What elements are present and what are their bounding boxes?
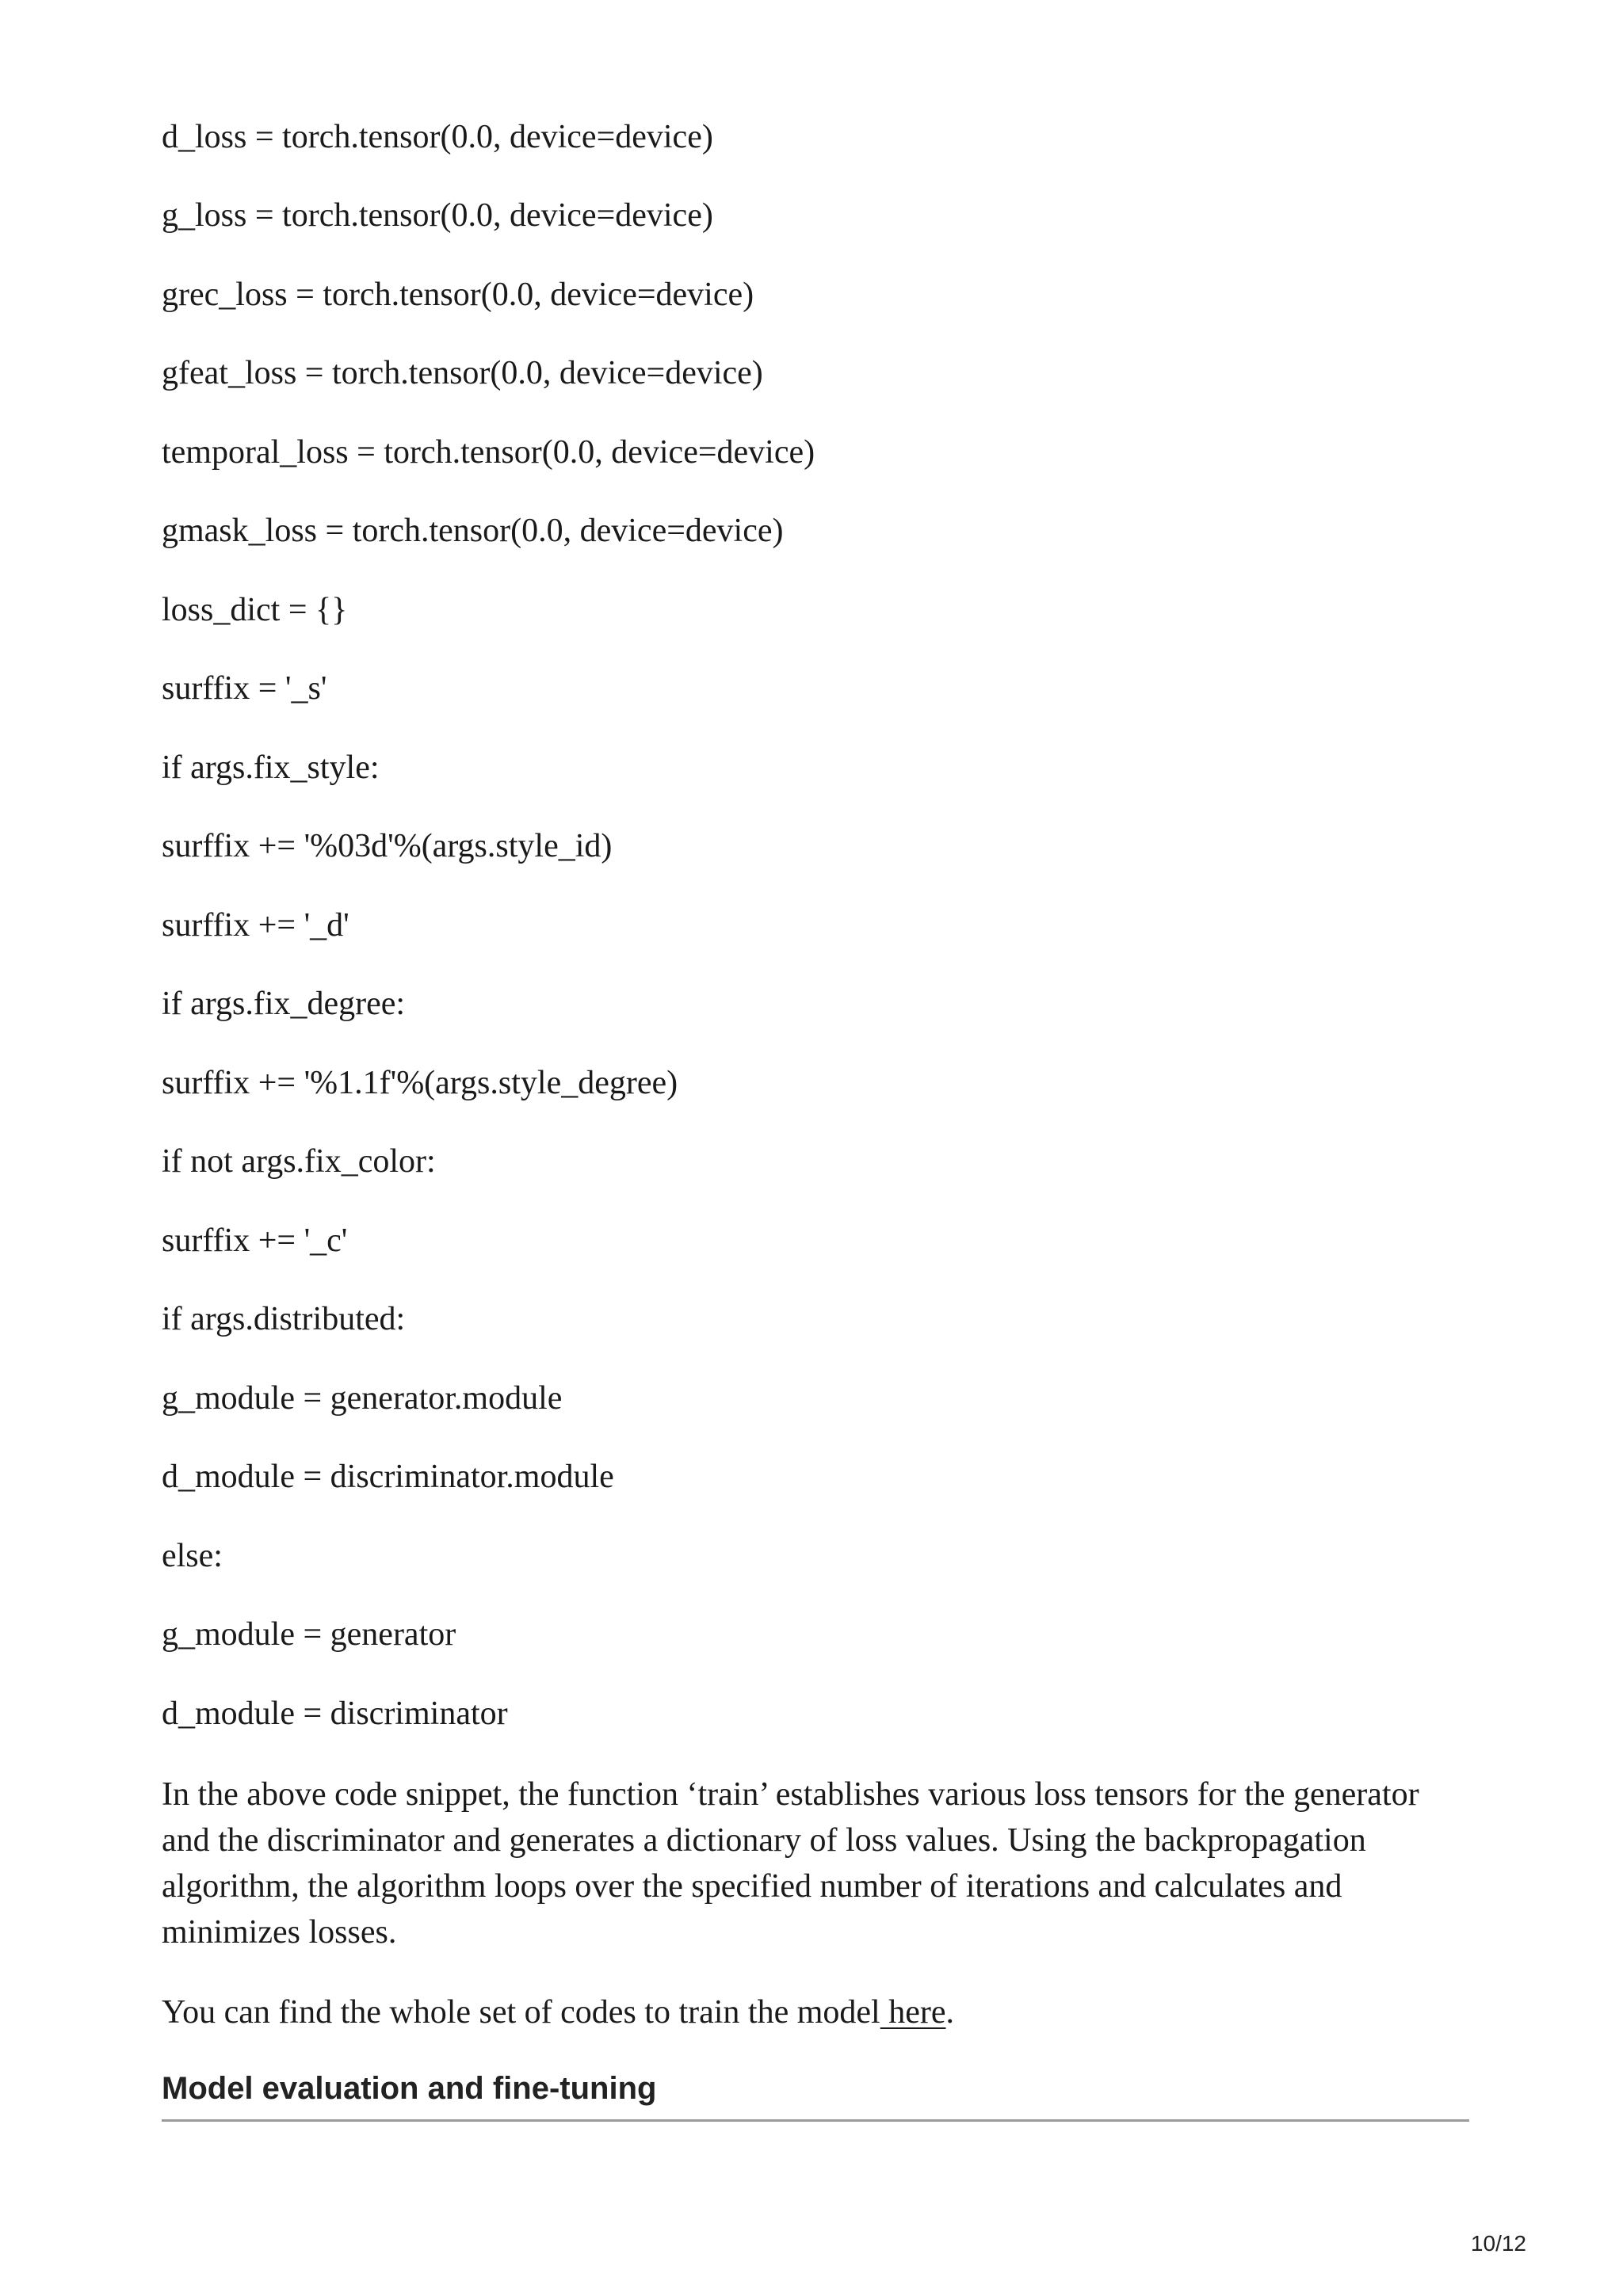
here-link[interactable]: here [880, 1994, 946, 2031]
section-heading: Model evaluation and fine-tuning [162, 2071, 657, 2106]
code-line: if not args.fix_color: [162, 1143, 436, 1180]
code-line: g_module = generator.module [162, 1380, 563, 1417]
code-line: if args.fix_style: [162, 749, 380, 786]
code-line: surffix = '_s' [162, 670, 327, 707]
code-line: surffix += '%03d'%(args.style_id) [162, 828, 613, 864]
code-line: surffix += '_d' [162, 907, 349, 944]
link-paragraph-text: You can find the whole set of codes to train the model [162, 1994, 880, 2031]
code-line: else: [162, 1538, 223, 1574]
code-line: d_module = discriminator [162, 1695, 508, 1732]
code-line: d_loss = torch.tensor(0.0, device=device) [162, 119, 713, 155]
code-line: d_module = discriminator.module [162, 1459, 614, 1495]
code-line: gmask_loss = torch.tensor(0.0, device=device) [162, 513, 784, 549]
code-line: gfeat_loss = torch.tensor(0.0, device=device) [162, 355, 763, 391]
code-line: grec_loss = torch.tensor(0.0, device=device) [162, 277, 754, 313]
code-line: surffix += '%1.1f'%(args.style_degree) [162, 1065, 678, 1101]
heading-divider [162, 2119, 1469, 2122]
code-line: temporal_loss = torch.tensor(0.0, device=device) [162, 434, 815, 471]
code-line: g_loss = torch.tensor(0.0, device=device) [162, 197, 713, 234]
code-line: surffix += '_c' [162, 1222, 348, 1259]
code-line: g_module = generator [162, 1616, 456, 1653]
link-paragraph-period: . [945, 1994, 954, 2031]
code-line: loss_dict = {} [162, 592, 348, 628]
description-paragraph: In the above code snippet, the function ‘train’ establishes various loss tensors for the generator and the discriminator and generates a dictionary of loss values. Using the backpropagation algorithm, the algorithm loops over the specified number of iterations and calculates and minimizes losses. [162, 1776, 1419, 1951]
code-line: if args.fix_degree: [162, 986, 406, 1022]
page-number: 10/12 [1470, 2231, 1526, 2256]
code-line: if args.distributed: [162, 1301, 406, 1337]
link-paragraph [162, 1989, 1461, 2035]
